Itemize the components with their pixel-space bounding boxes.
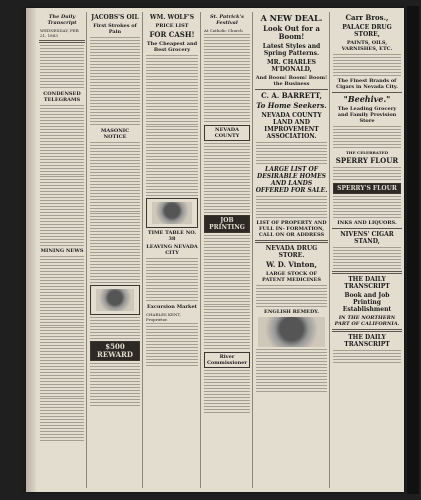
text-block xyxy=(333,196,401,218)
text-block xyxy=(256,349,327,393)
divider xyxy=(255,240,328,243)
headline: CONDENSED TELEGRAMS xyxy=(43,91,81,103)
text-block xyxy=(333,167,401,181)
headline: LEAVING NEVADA CITY xyxy=(146,244,198,256)
ad-headline: THE DAILY TRANSCRIPT xyxy=(344,334,390,348)
masthead: The Daily Transcript xyxy=(47,14,77,26)
headline: MASONIC NOTICE xyxy=(100,128,130,140)
ad-subhead: PALACE DRUG STORE, xyxy=(342,24,392,38)
text-block xyxy=(256,196,327,218)
ad-headline: SPERRY FLOUR xyxy=(335,156,399,165)
dateline: WEDNESDAY, FEB 21, 1883 xyxy=(40,28,79,38)
headline: LARGE LIST OF DESIRABLE HOMES AND LANDS OFFERED FOR SALE. xyxy=(255,166,328,194)
text-block xyxy=(40,256,84,326)
ad-headline: THE DAILY TRANSCRIPT xyxy=(344,276,390,290)
ad-headline: WM. WOLF'S xyxy=(149,14,195,21)
text-block xyxy=(333,54,401,76)
text-block xyxy=(40,176,84,246)
ad-line: PAINTS, OILS, VARNISHES, ETC. xyxy=(341,40,393,52)
text-block xyxy=(40,327,84,397)
ad-subhead: Book and Job Printing Establishment xyxy=(342,292,392,313)
portrait-engraving xyxy=(258,317,325,347)
ad-line: INKS AND LIQUORS. xyxy=(337,220,397,226)
text-block xyxy=(204,370,250,414)
ad-headline: NIVENS' CIGAR STAND, xyxy=(340,231,394,245)
ad-line: LARGE STOCK OF PATENT MEDICINES xyxy=(262,271,321,283)
scan-edge xyxy=(407,6,419,494)
text-block xyxy=(146,323,198,367)
newspaper-page xyxy=(26,8,404,492)
price-list xyxy=(146,126,198,196)
text-block xyxy=(204,143,250,213)
text-block xyxy=(333,247,401,269)
timetable xyxy=(146,258,198,302)
divider xyxy=(332,228,402,229)
headline: TIME TABLE NO. 38 xyxy=(147,230,197,242)
text-block xyxy=(333,126,401,148)
ad-line: The Finest Brands of Cigars in Nevada City. xyxy=(336,78,398,90)
column-2 xyxy=(88,12,143,488)
train-illustration xyxy=(152,202,192,224)
ad-subhead: Latest Styles and Spring Patterns. xyxy=(262,43,321,57)
proprietor: CHARLES KENT, Proprietor. xyxy=(146,312,181,322)
text-block xyxy=(204,34,250,78)
ad-name: C. A. BARRETT, xyxy=(261,91,322,100)
flour-ad: SPERRY'S FLOUR xyxy=(333,183,401,194)
ad-headline: A NEW DEAL. xyxy=(260,13,323,23)
text-block xyxy=(90,142,140,212)
ad-name: MR. CHARLES M'DONALD, xyxy=(266,59,317,73)
text-block xyxy=(90,37,140,81)
county-box: NEVADA COUNTY xyxy=(204,125,250,141)
job-printing-ad: JOB PRINTING xyxy=(204,215,250,233)
text-block xyxy=(256,285,327,307)
column-5 xyxy=(254,12,330,488)
headline: The Cheapest and Best Grocery xyxy=(146,41,198,53)
subhead: At Catholic Church xyxy=(204,28,243,33)
text-block xyxy=(40,45,84,89)
page-binding xyxy=(26,8,36,492)
ad-box xyxy=(146,198,198,228)
ad-headline: JACOBS'S OIL xyxy=(91,14,139,21)
reward-ad: $500 REWARD xyxy=(90,341,140,361)
divider xyxy=(332,329,402,332)
ad-name: W. D. Vinton, xyxy=(266,260,317,269)
divider xyxy=(255,89,328,90)
text-block xyxy=(90,213,140,283)
column-4 xyxy=(202,12,253,488)
divider xyxy=(332,271,402,274)
headline: To Home Seekers. xyxy=(256,101,327,110)
text-block xyxy=(204,306,250,350)
divider xyxy=(39,40,85,43)
ad-headline: "Beehive." xyxy=(343,94,391,104)
ad-headline: NEVADA DRUG STORE. xyxy=(265,245,318,259)
ad-line: The Leading Grocery and Family Provision Store xyxy=(337,106,397,124)
notice-box: River Commissioner xyxy=(204,352,250,368)
headline: MINING NEWS xyxy=(40,248,84,254)
headline: NEVADA COUNTY LAND AND IMPROVEMENT ASSOCIATION. xyxy=(261,112,322,140)
text-block xyxy=(333,350,401,364)
ad-line: THE CELEBRATED xyxy=(345,150,389,155)
ad-subhead: FOR CASH! xyxy=(149,30,195,39)
headline: Excursion Market xyxy=(147,304,197,310)
ad-subhead: PRICE LIST xyxy=(155,23,189,29)
ad-line: IN THE NORTHERN PART OF CALIFORNIA. xyxy=(334,315,400,327)
ad-box xyxy=(90,285,140,315)
text-block xyxy=(90,317,140,339)
headline: First Strokes of Pain xyxy=(93,23,137,35)
column-1 xyxy=(38,12,87,488)
text-block xyxy=(90,363,140,407)
headline: LIST OF PROPERTY AND FULL IN- FORMATION, CALL ON OR ADDRESS xyxy=(256,220,327,238)
ad-illustration xyxy=(96,289,134,311)
divider xyxy=(332,92,402,93)
column-3 xyxy=(144,12,201,488)
price-list xyxy=(146,55,198,125)
ad-headline: Carr Bros., xyxy=(345,13,389,22)
ad-line: And Boom! Boom! Boom! the Business xyxy=(255,75,328,87)
headline: ENGLISH REMEDY. xyxy=(264,309,319,315)
text-block xyxy=(40,105,84,175)
column-6 xyxy=(331,12,403,488)
text-block xyxy=(256,142,327,164)
text-block xyxy=(204,79,250,123)
text-block xyxy=(40,398,84,442)
text-block xyxy=(204,235,250,305)
headline: St. Patrick's Festival xyxy=(210,14,244,26)
text-block xyxy=(90,82,140,126)
ad-subhead: Look Out for a Boom! xyxy=(263,24,320,41)
